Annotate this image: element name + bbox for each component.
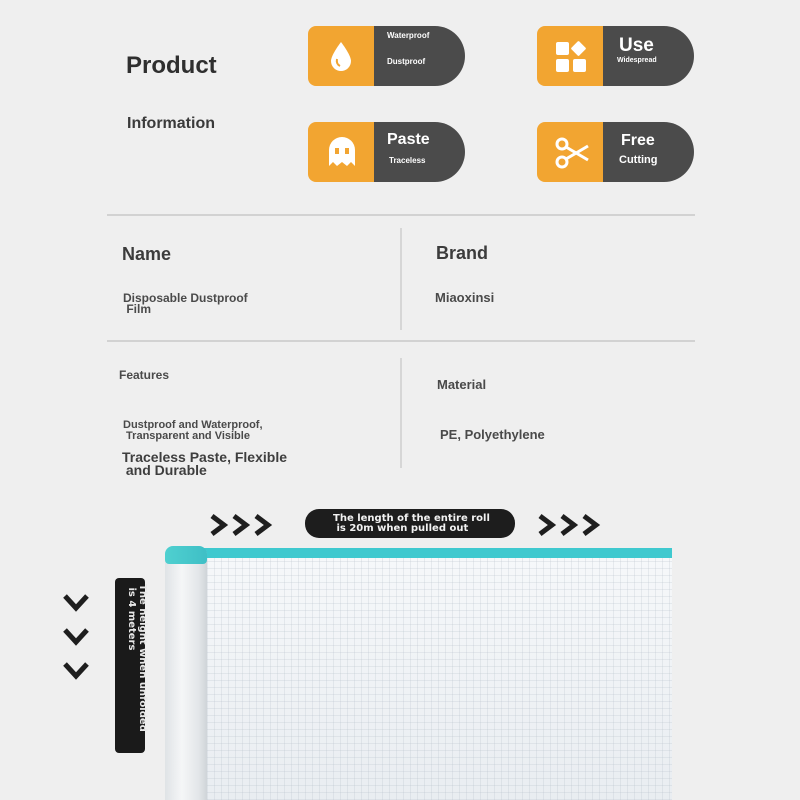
water-drop-icon: [325, 40, 357, 72]
divider-middle: [107, 340, 695, 342]
product-title: Product: [126, 52, 217, 79]
film-sheet: [200, 552, 672, 800]
divider-top: [107, 214, 695, 216]
badge-line2: Cutting: [619, 154, 658, 166]
film-roll-top: [165, 546, 207, 564]
badge-icon-bg: [308, 26, 374, 86]
badge-line2: Traceless: [389, 156, 426, 165]
divider-vertical-2: [400, 358, 402, 468]
features-value-1: Dustproof and Waterproof, Transparent and Visible: [123, 419, 263, 442]
badge-text-bg: [603, 26, 694, 86]
grid-apps-icon: [554, 40, 588, 74]
material-value: PE, Polyethylene: [440, 427, 545, 442]
material-label: Material: [437, 377, 487, 392]
film-roll: [165, 548, 207, 800]
arrows-right: [538, 513, 610, 537]
features-value-2: Traceless Paste, Flexible and Durable: [122, 449, 287, 478]
badge-line2: Widespread: [617, 57, 657, 64]
ghost-icon: [325, 136, 359, 170]
badge-line1: Use: [619, 35, 654, 56]
name-value: Disposable Dustproof Film: [123, 291, 248, 316]
length-note: The length of the entire roll is 20m when pulled out: [333, 513, 490, 534]
chevrons-right-icon: [538, 513, 610, 537]
badge-icon-bg: [308, 122, 374, 182]
badge-text-bg: [603, 122, 694, 182]
badge-use-widespread: [537, 26, 694, 86]
brand-value: Miaoxinsi: [435, 290, 495, 305]
chevrons-down-icon: [62, 592, 90, 688]
badge-icon-bg: [537, 26, 603, 86]
height-note-tag: [115, 578, 148, 753]
badge-line2: Dustproof: [387, 57, 426, 66]
features-label: Features: [119, 368, 170, 382]
name-label: Name: [122, 244, 172, 264]
badge-text-bg: [374, 122, 465, 182]
badge-paste-traceless: [308, 122, 465, 182]
length-note-pill: [305, 509, 515, 538]
arrows-left: [210, 513, 282, 537]
height-note: The height when unfolded is 4 meters: [126, 584, 148, 732]
badge-line1: Free: [621, 132, 655, 149]
brand-label: Brand: [436, 243, 489, 263]
badge-line1: Paste: [387, 131, 430, 148]
information-title: Information: [127, 115, 215, 132]
film-tape-edge: [200, 548, 672, 558]
badge-line1: Waterproof: [387, 31, 430, 40]
badge-free-cutting: [537, 122, 694, 182]
divider-vertical-1: [400, 228, 402, 330]
chevrons-right-icon: [210, 513, 282, 537]
badge-waterproof: [308, 26, 465, 86]
scissors-icon: [554, 136, 590, 170]
badge-text-bg: [374, 26, 465, 86]
badge-icon-bg: [537, 122, 603, 182]
